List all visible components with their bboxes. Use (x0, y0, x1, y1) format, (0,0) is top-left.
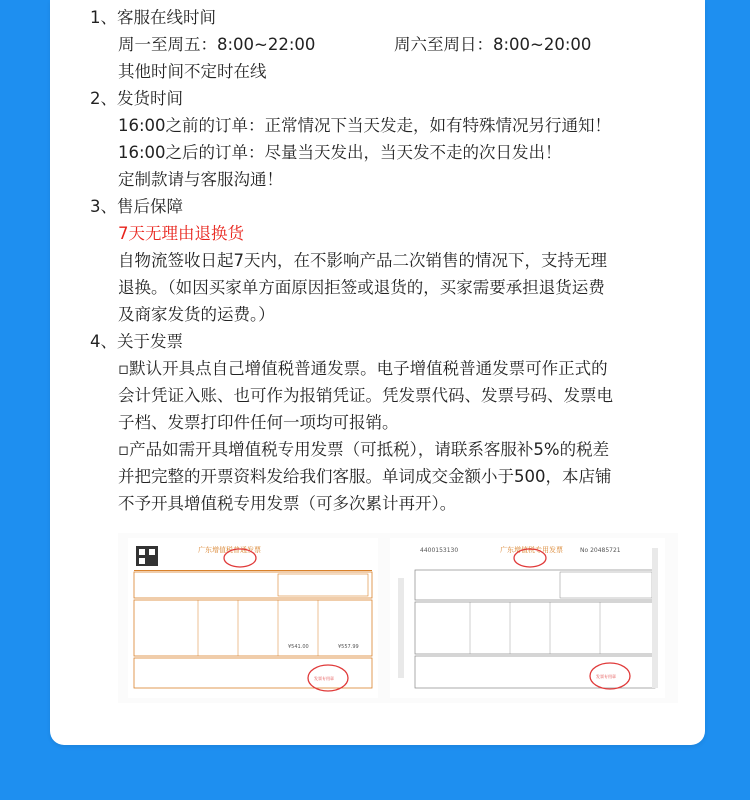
section-heading-service-hours: 1、客服在线时间 (90, 8, 216, 27)
general-invoice-image (128, 538, 378, 698)
return-policy-line-2: 退换。（如因买家单方面原因拒签或退货的，买家需要承担退货运费 (118, 278, 605, 297)
special-invoice-number: No 20485721 (580, 547, 621, 554)
section-heading-invoice: 4、关于发票 (90, 332, 183, 351)
invoice-line-6: 不予开具增值税专用发票（可多次累计再开）。 (118, 494, 457, 513)
invoice-line-4: ▫产品如需开具增值税专用发票（可抵税），请联系客服补5%的税差 (118, 440, 610, 459)
special-invoice-title: 广东增值税专用发票 (500, 546, 563, 554)
return-policy-line-1: 自物流签收日起7天内，在不影响产品二次销售的情况下，支持无理 (118, 251, 607, 270)
shipping-before-16: 16:00之前的订单：正常情况下当天发走，如有特殊情况另行通知！ (118, 116, 612, 135)
invoice-samples (118, 533, 678, 703)
other-hours-note: 其他时间不定时在线 (118, 62, 267, 81)
special-invoice-image (390, 538, 665, 698)
special-invoice-code: 4400153130 (420, 547, 459, 554)
invoice-line-3: 子档、发票打印件任何一项均可报销。 (118, 413, 399, 432)
invoice-line-2: 会计凭证入账、也可作为报销凭证。凭发票代码、发票号码、发票电 (118, 386, 613, 405)
bottom-strip (0, 800, 750, 807)
custom-order-note: 定制款请与客服沟通！ (118, 170, 283, 189)
invoice-line-1: ▫默认开具点自己增值税普通发票。电子增值税普通发票可作正式的 (118, 359, 608, 378)
weekend-hours: 周六至周日：8:00~20:00 (394, 35, 592, 54)
return-policy-line-3: 及商家发货的运费。） (118, 305, 275, 324)
shipping-after-16: 16:00之后的订单：尽量当天发出，当天发不走的次日发出！ (118, 143, 562, 162)
section-heading-shipping: 2、发货时间 (90, 89, 183, 108)
general-invoice-title: 广东增值税普通发票 (198, 546, 261, 554)
weekday-hours: 周一至周五：8:00~22:00 (118, 35, 316, 54)
invoice-line-5: 并把完整的开票资料发给我们客服。单词成交金额小于500，本店铺 (118, 467, 612, 486)
return-policy-highlight: 7天无理由退换货 (118, 224, 244, 243)
general-invoice-amount-2: ¥557.99 (338, 644, 359, 650)
section-heading-after-sales: 3、售后保障 (90, 197, 183, 216)
special-invoice-seal: 发票专用章 (596, 674, 616, 679)
general-invoice-amount-1: ¥541.00 (288, 644, 309, 650)
general-invoice-seal: 发票专用章 (314, 676, 334, 681)
